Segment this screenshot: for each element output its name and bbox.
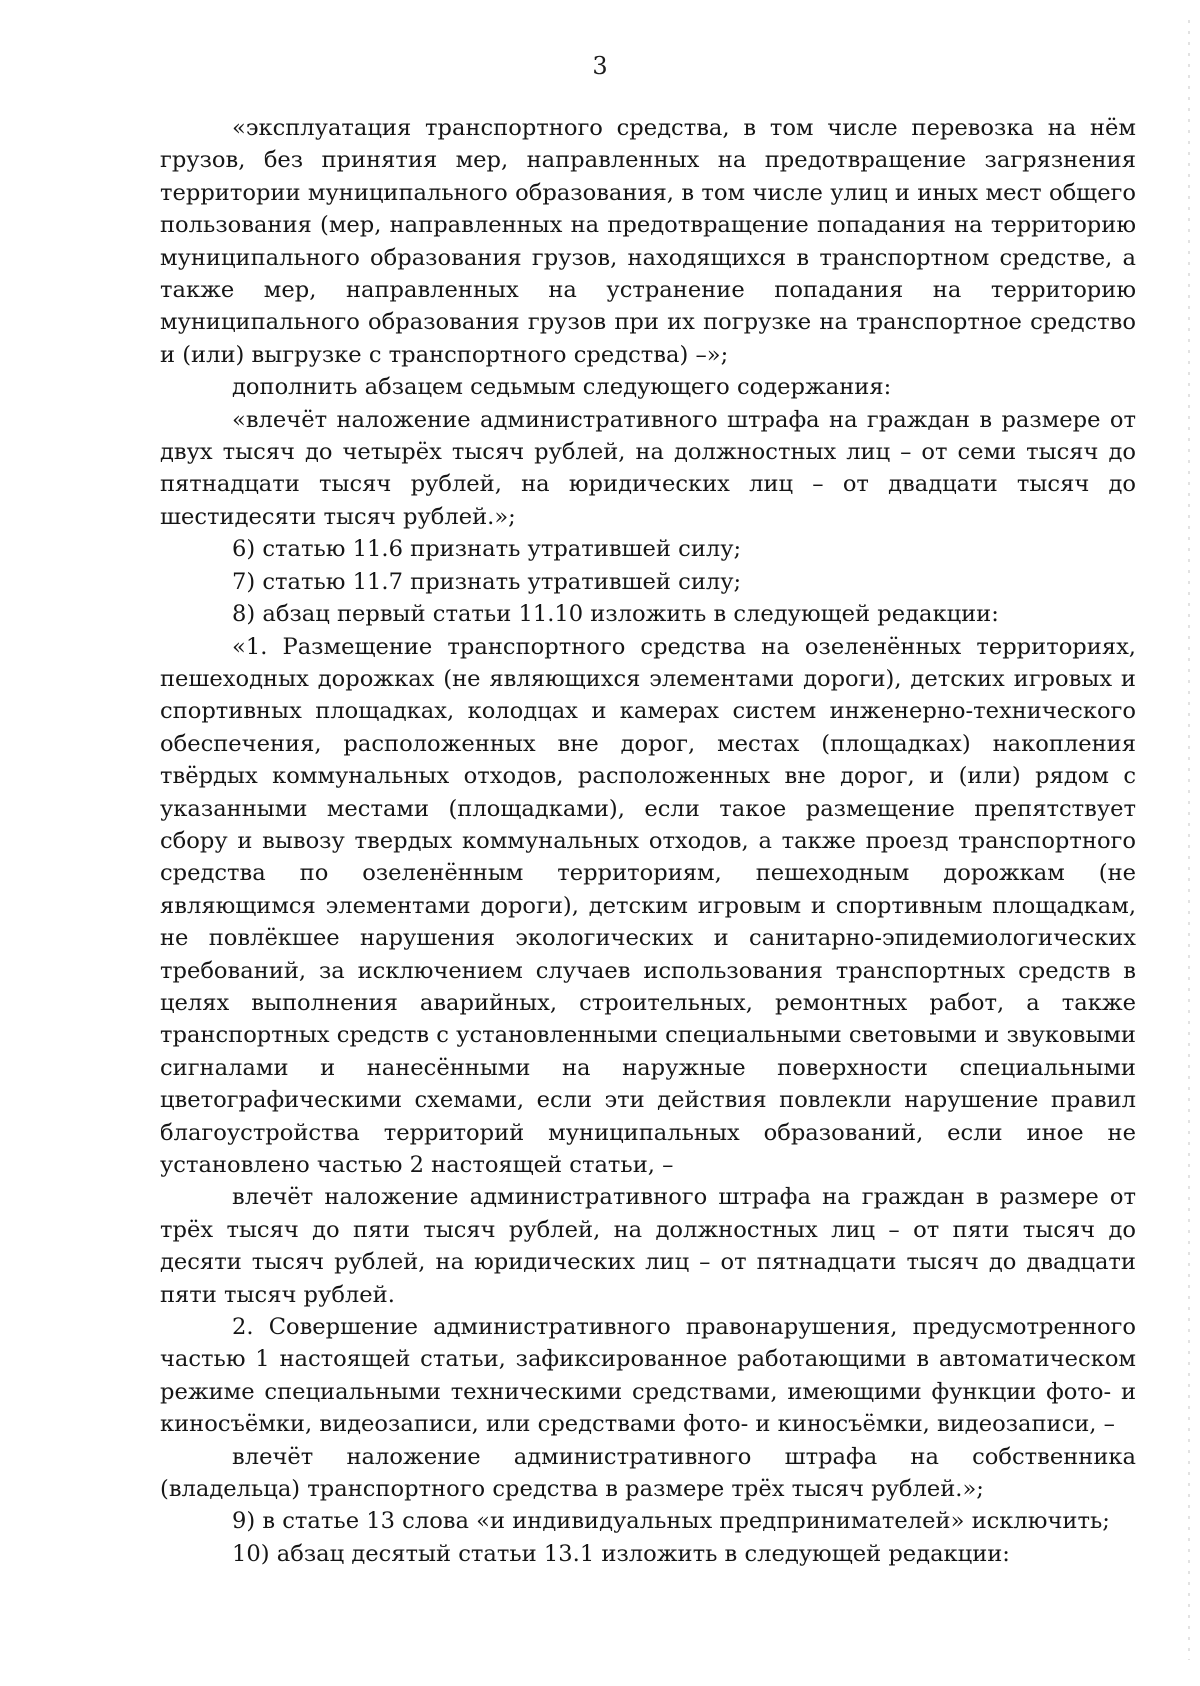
paragraph-article-11-10-part-1: «1. Размещение транспортного средства на озеленённых территориях, пешеходных дорожках (не являющихся элементами дороги), детских игровых и спортивных площадках, колодцах и камерах систем инженерно-технического обеспечения, расположенных вне дорог, местах (площадках) накопления твёрдых коммунальных отходов, расположенных вне дорог, и (или) рядом с указанными местами (площадками), если такое размещение препятствует сбору и вывозу твердых коммунальных отходов, а также проезд транспортного средства по озеленённым территориям, пешеходным дорожкам (не являющимся элементами дороги), детским игровым и спортивным площадкам, не повлёкшее нарушения экологических и санитарно-эпидемиологических требований, за исключением случаев использования транспортных средств в целях выполнения аварийных, строительных, ремонтных работ, а также транспортных средств с установленными специальными световыми и звуковыми сигналами и нанесёнными на наружные поверхности специальными цветографическими схемами, если эти действия повлекли нарушение правил благоустройства территорий муниципальных образований, если иное не установлено частью 2 настоящей статьи, – xyxy=(160,633,1136,1178)
paragraph-amendment-quote: «эксплуатация транспортного средства, в том числе перевозка на нём грузов, без принятия мер, направленных на предотвращение загрязнения территории муниципального образования, в том числе улиц и иных мест общего пользования (мер, направленных на предотвращение попадания на территорию муниципального образования грузов, находящихся в транспортном средстве, а также мер, направленных на устранение попадания на территорию муниципального образования грузов при их погрузке на транспортное средство и (или) выгрузке с транспортного средства) –»; xyxy=(160,115,1136,368)
paragraph-item-7: 7) статью 11.7 признать утратившей силу; xyxy=(232,568,742,595)
paragraph-item-8: 8) абзац первый статьи 11.10 изложить в следующей редакции: xyxy=(232,601,999,628)
paragraph-part-2-fine: влечёт наложение административного штрафа на собственника (владельца) транспортного средства в размере трёх тысяч рублей.»; xyxy=(160,1443,1136,1503)
page-number: 3 xyxy=(592,52,608,80)
paragraph-item-6: 6) статью 11.6 признать утратившей силу; xyxy=(232,536,742,563)
paragraph-add-seventh: дополнить абзацем седьмым следующего содержания: xyxy=(232,374,892,401)
paragraph-fine-clause: «влечёт наложение административного штрафа на граждан в размере от двух тысяч до четырёх тысяч рублей, на должностных лиц – от семи тысяч до пятнадцати тысяч рублей, на юридических лиц – от двадцати тысяч до шестидесяти тысяч рублей.»; xyxy=(160,406,1136,530)
document-body xyxy=(160,112,1136,1570)
paragraph-part-1-fine: влечёт наложение административного штрафа на граждан в размере от трёх тысяч до пяти тысяч рублей, на должностных лиц – от пяти тысяч до десяти тысяч рублей, на юридических лиц – от пятнадцати тысяч до двадцати пяти тысяч рублей. xyxy=(160,1184,1136,1308)
paragraph-item-10: 10) абзац десятый статьи 13.1 изложить в следующей редакции: xyxy=(232,1540,1010,1567)
paragraph-item-9: 9) в статье 13 слова «и индивидуальных предпринимателей» исключить; xyxy=(232,1508,1110,1535)
paragraph-article-11-10-part-2: 2. Совершение административного правонарушения, предусмотренного частью 1 настоящей статьи, зафиксированное работающими в автоматическом режиме специальными техническими средствами, имеющими функции фото- и киносъёмки, видеозаписи, или средствами фото- и киносъёмки, видеозаписи, – xyxy=(160,1314,1136,1438)
scan-edge-artifact xyxy=(1188,20,1190,1660)
